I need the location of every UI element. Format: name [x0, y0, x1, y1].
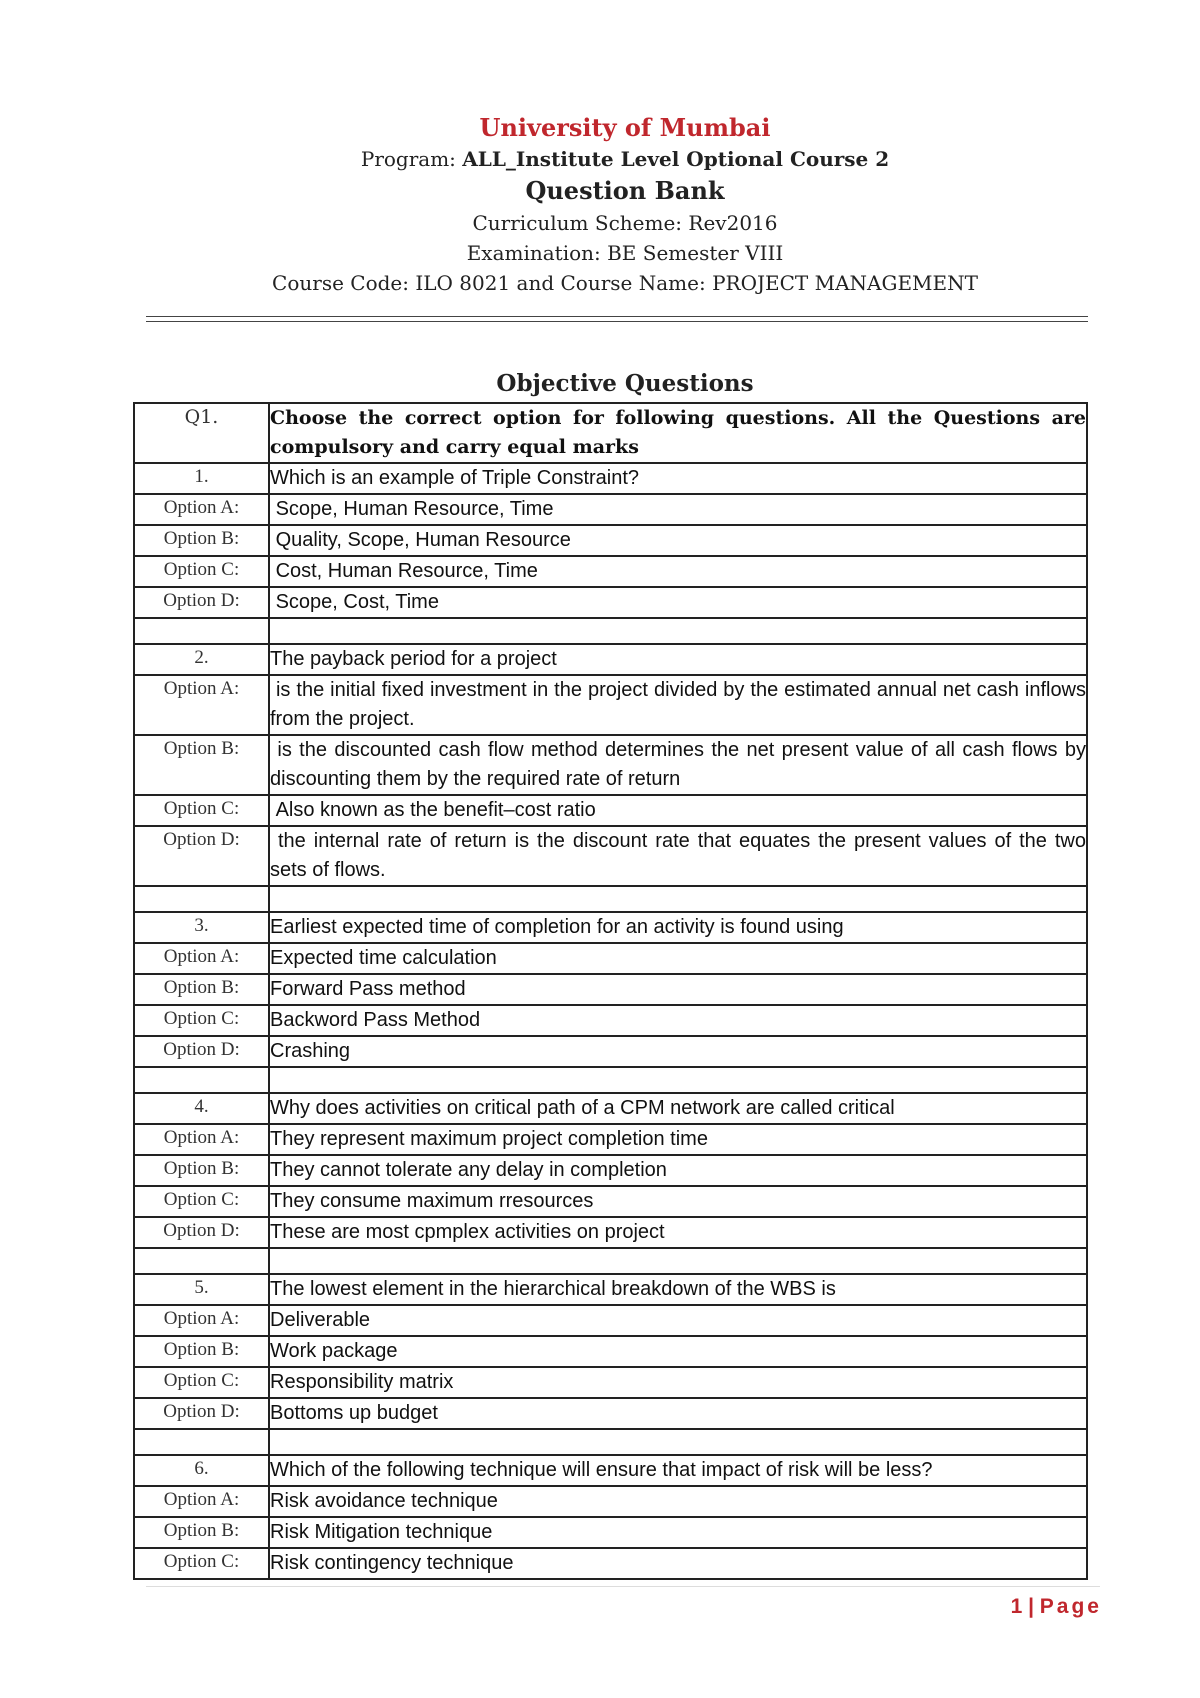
option-text: Risk avoidance technique [269, 1486, 1087, 1517]
option-row [134, 974, 1087, 1005]
option-text: Forward Pass method [269, 974, 1087, 1005]
option-label: Option C: [134, 1186, 269, 1217]
option-text: Cost, Human Resource, Time [269, 556, 1087, 587]
option-label: Option B: [134, 1517, 269, 1548]
option-text: They cannot tolerate any delay in completion [269, 1155, 1087, 1186]
question-number: 1. [134, 463, 269, 494]
question-table [133, 402, 1092, 1580]
option-text: Bottoms up budget [269, 1398, 1087, 1429]
question-text: Which of the following technique will ensure that impact of risk will be less? [269, 1455, 1087, 1486]
program-label: Program: [360, 147, 463, 171]
spacer-cell [269, 1429, 1087, 1455]
option-row [134, 1548, 1087, 1579]
option-row [134, 494, 1087, 525]
option-text: Expected time calculation [269, 943, 1087, 974]
section-title: Objective Questions [496, 370, 754, 397]
question-row [134, 463, 1087, 494]
question-number: 2. [134, 644, 269, 675]
spacer-row [134, 1429, 1087, 1455]
question-group-label: Q1. [134, 403, 269, 463]
option-text: Responsibility matrix [269, 1367, 1087, 1398]
option-label: Option D: [134, 1398, 269, 1429]
option-text: They represent maximum project completion time [269, 1124, 1087, 1155]
spacer-cell [269, 1067, 1087, 1093]
course-line: Course Code: ILO 8021 and Course Name: PROJECT MANAGEMENT [272, 271, 978, 295]
option-text: Backword Pass Method [269, 1005, 1087, 1036]
spacer-cell [134, 1248, 269, 1274]
option-row [134, 1398, 1087, 1429]
option-label: Option D: [134, 1217, 269, 1248]
option-text: Scope, Cost, Time [269, 587, 1087, 618]
spacer-cell [269, 1248, 1087, 1274]
header-divider-top [146, 316, 1088, 317]
option-label: Option D: [134, 587, 269, 618]
option-label: Option C: [134, 1005, 269, 1036]
option-label: Option C: [134, 795, 269, 826]
document-title: Question Bank [525, 176, 725, 205]
option-row [134, 735, 1087, 795]
option-label: Option A: [134, 1305, 269, 1336]
option-label: Option B: [134, 1336, 269, 1367]
option-label: Option A: [134, 1486, 269, 1517]
table-header-row [134, 403, 1087, 463]
option-text: Deliverable [269, 1305, 1087, 1336]
option-text: These are most cpmplex activities on project [269, 1217, 1087, 1248]
footer-divider [146, 1586, 1100, 1587]
question-number: 4. [134, 1093, 269, 1124]
spacer-row [134, 886, 1087, 912]
question-text: Earliest expected time of completion for an activity is found using [269, 912, 1087, 943]
question-row [134, 644, 1087, 675]
option-text: Crashing [269, 1036, 1087, 1067]
option-label: Option A: [134, 675, 269, 735]
curriculum-line: Curriculum Scheme: Rev2016 [472, 211, 778, 235]
question-row [134, 1455, 1087, 1486]
option-label: Option D: [134, 826, 269, 886]
question-text: Why does activities on critical path of a CPM network are called critical [269, 1093, 1087, 1124]
option-text: Risk Mitigation technique [269, 1517, 1087, 1548]
option-label: Option A: [134, 494, 269, 525]
spacer-cell [134, 1429, 269, 1455]
question-number: 6. [134, 1455, 269, 1486]
option-row [134, 1005, 1087, 1036]
question-text: Which is an example of Triple Constraint? [269, 463, 1087, 494]
option-row [134, 675, 1087, 735]
option-text: the internal rate of return is the discount rate that equates the present values of the two sets of flows. [269, 826, 1087, 886]
option-row [134, 587, 1087, 618]
option-row [134, 1486, 1087, 1517]
examination-line: Examination: BE Semester VIII [466, 241, 784, 265]
option-text: Risk contingency technique [269, 1548, 1087, 1579]
question-group-instructions: Choose the correct option for following questions. All the Questions are compulsory and carry equal marks [269, 403, 1087, 463]
page-number-footer [1011, 1595, 1102, 1619]
spacer-cell [134, 886, 269, 912]
spacer-cell [134, 618, 269, 644]
option-row [134, 1124, 1087, 1155]
option-label: Option C: [134, 556, 269, 587]
option-row [134, 556, 1087, 587]
option-row [134, 1517, 1087, 1548]
option-row [134, 943, 1087, 974]
option-label: Option B: [134, 735, 269, 795]
spacer-row [134, 1067, 1087, 1093]
option-row [134, 826, 1087, 886]
page-number: 1 [1010, 1595, 1023, 1618]
option-text: They consume maximum rresources [269, 1186, 1087, 1217]
page-separator: | [1022, 1595, 1040, 1618]
spacer-cell [134, 1067, 269, 1093]
option-text: is the initial fixed investment in the project divided by the estimated annual net cash inflows from the project. [269, 675, 1087, 735]
spacer-row [134, 1248, 1087, 1274]
spacer-row [134, 618, 1087, 644]
question-text: The payback period for a project [269, 644, 1087, 675]
option-text: is the discounted cash flow method determines the net present value of all cash flows by discounting them by the required rate of return [269, 735, 1087, 795]
option-label: Option C: [134, 1367, 269, 1398]
document-header [0, 112, 1200, 298]
question-row [134, 1093, 1087, 1124]
option-label: Option C: [134, 1548, 269, 1579]
university-name: University of Mumbai [479, 113, 771, 142]
option-row [134, 1186, 1087, 1217]
option-text: Also known as the benefit–cost ratio [269, 795, 1087, 826]
program-value: ALL_Institute Level Optional Course 2 [462, 147, 890, 171]
option-label: Option B: [134, 974, 269, 1005]
option-label: Option A: [134, 1124, 269, 1155]
option-label: Option D: [134, 1036, 269, 1067]
option-row [134, 795, 1087, 826]
option-row [134, 1336, 1087, 1367]
option-label: Option B: [134, 525, 269, 556]
page-word: Page [1039, 1595, 1102, 1618]
program-line [0, 144, 1200, 174]
option-row [134, 1217, 1087, 1248]
question-number: 3. [134, 912, 269, 943]
question-row [134, 1274, 1087, 1305]
header-divider-bottom [146, 321, 1088, 322]
option-row [134, 525, 1087, 556]
option-text: Work package [269, 1336, 1087, 1367]
option-row [134, 1305, 1087, 1336]
option-label: Option A: [134, 943, 269, 974]
spacer-cell [269, 618, 1087, 644]
option-text: Scope, Human Resource, Time [269, 494, 1087, 525]
spacer-cell [269, 886, 1087, 912]
question-row [134, 912, 1087, 943]
option-row [134, 1036, 1087, 1067]
question-text: The lowest element in the hierarchical breakdown of the WBS is [269, 1274, 1087, 1305]
option-row [134, 1367, 1087, 1398]
option-text: Quality, Scope, Human Resource [269, 525, 1087, 556]
option-label: Option B: [134, 1155, 269, 1186]
question-number: 5. [134, 1274, 269, 1305]
option-row [134, 1155, 1087, 1186]
